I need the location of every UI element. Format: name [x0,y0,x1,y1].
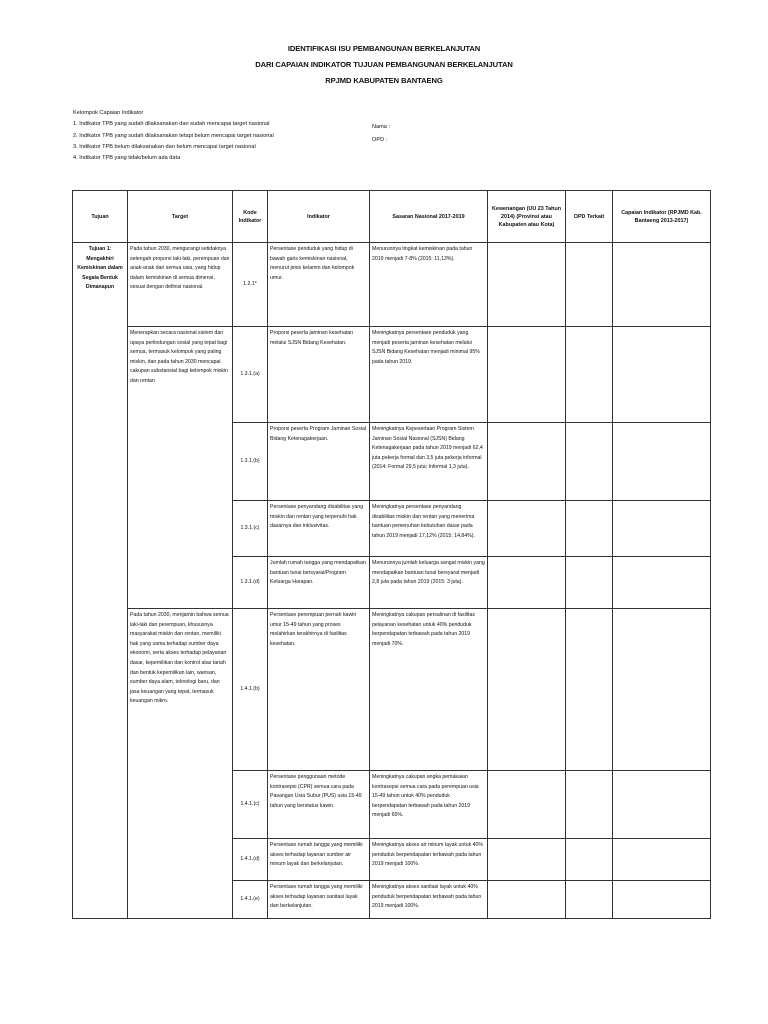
capaian-cell [613,609,711,771]
sasaran-cell: Meningkatnya akses air minum layak untuk 40% penduduk berpendapatan terbawah pada tahun 2019 menjadi 100%. [370,839,488,881]
kode-cell: 1.3.1.(c) [233,501,268,557]
indikator-cell: Persentase penyandang disabilitas yang miskin dan rentan yang terpenuhi hak dasarnya dan inklusivitas. [268,501,370,557]
kewenangan-cell [488,881,566,919]
kewenangan-cell [488,609,566,771]
kelompok-item: 1. Indikator TPB yang sudah dilaksanakan dan sudah mencapai target nasional [73,121,270,128]
sasaran-cell: Meningkatnya akses sanitasi layak untuk 40% penduduk berpendapatan terbawah pada tahun 2019 menjadi 100%. [370,881,488,919]
kewenangan-cell [488,839,566,881]
kode-cell: 1.3.1.(d) [233,557,268,609]
sasaran-cell: Menurunnya tingkat kemiskinan pada tahun 2019 menjadi 7-8% (2015: 11,13%). [370,243,488,327]
kewenangan-cell [488,771,566,839]
kode-cell: 1.4.1.(e) [233,881,268,919]
table-row [73,609,711,771]
indikator-cell: Persentase penduduk yang hidup di bawah garis kemiskinan nasional, menurut jenis kelamin dan kelompok umur. [268,243,370,327]
sasaran-cell: Meningkatnya cakupan angka pemakaian kontrasepsi semua cara pada perempuan usia 15-49 tahun untuk 40% penduduk berpendapatan terbawah pada tahun 2019 menjadi 65%. [370,771,488,839]
sasaran-cell: Meningkatnya persentase penduduk yang menjadi peserta jaminan kesehatan melalui SJSN Bidang Kesehatan menjadi minimal 95% pada tahun 2019. [370,327,488,423]
kewenangan-cell [488,327,566,423]
indikator-cell: Jumlah rumah tangga yang mendapatkan bantuan tunai bersyarat/Program Keluarga Harapan. [268,557,370,609]
indikator-cell: Proporsi peserta Program Jaminan Sosial Bidang Ketenagakerjaan. [268,423,370,501]
opd-cell [566,501,613,557]
capaian-cell [613,839,711,881]
doc-title-line-3: RPJMD KABUPATEN BANTAENG [325,76,443,85]
kewenangan-cell [488,423,566,501]
opd-cell [566,557,613,609]
opd-cell [566,771,613,839]
header-opd-terkait: OPD Terkait [566,191,613,243]
kewenangan-cell [488,557,566,609]
opd-cell [566,327,613,423]
kode-cell: 1.4.1.(d) [233,839,268,881]
opd-field-label: OPD : [372,137,388,143]
kewenangan-cell [488,501,566,557]
sasaran-cell: Meningkatnya cakupan persalinan di fasilitas pelayanan kesehatan untuk 40% penduduk berpendapatan terbawah pada tahun 2019 menjadi 70%. [370,609,488,771]
table-row [73,243,711,327]
doc-title-line-1: IDENTIFIKASI ISU PEMBANGUNAN BERKELANJUTAN [287,44,481,53]
kewenangan-cell [488,243,566,327]
kode-cell: 1.3.1.(b) [233,423,268,501]
table-row [73,327,711,423]
capaian-cell [613,881,711,919]
target-cell: Menerapkan secara nasional sistem dan upaya perlindungan sosial yang tepat bagi semua, termasuk kelompok yang paling miskin, dan pada tahun 2030 mencapai cakupan substansial bagi kelompok miskin dan rentan [128,327,233,609]
doc-title-line-2: DARI CAPAIAN INDIKATOR TUJUAN PEMBANGUNAN BERKELANJUTAN [255,60,513,69]
sasaran-cell: Meningkatnya persentase penyandang disabilitas miskin dan rentan yang menerima bantuan pemenuhan kebutuhan dasar pada tahun 2019 menjadi 17,12% (2015: 14,84%). [370,501,488,557]
nama-field-label: Nama : [372,124,391,130]
kode-cell: 1.3.1.(a) [233,327,268,423]
indikator-cell: Proporsi peserta jaminan kesehatan melalui SJSN Bidang Kesehatan. [268,327,370,423]
capaian-cell [613,243,711,327]
header-capaian-indikator: Capaian Indikator (RPJMD Kab. Bantaeng 2013-2017) [613,191,711,243]
table-header-row [73,191,711,243]
header-kewenangan: Kewenangan (UU 23 Tahun 2014) (Provinsi atau Kabupaten atau Kota) [488,191,566,243]
kelompok-item: 3. Indikator TPB belum dilaksanakan dan belum mencapai target nasional [73,143,256,150]
kelompok-item: 4. Indikator TPB yang tidak/belum ada data [73,155,181,162]
target-cell: Pada tahun 2030, mengurangi setidaknya setengah proporsi laki-laki, perempuan dan anak-anak dari semua usia, yang hidup dalam kemiskinan di semua dimensi, sesuai dengan definisi nasional. [128,243,233,327]
indikator-cell: Persentase rumah tangga yang memiliki akses terhadap layanan sanitasi layak dan berkelanjutan. [268,881,370,919]
header-sasaran-nasional: Sasaran Nasional 2017-2019 [370,191,488,243]
indikator-table [72,190,711,919]
opd-cell [566,423,613,501]
capaian-cell [613,327,711,423]
opd-cell [566,243,613,327]
header-kode-indikator: Kode Indikator [233,191,268,243]
target-cell: Pada tahun 2030, menjamin bahwa semua laki-laki dan perempuan, khususnya masyarakat miskin dan rentan, memiliki hak yang sama terhadap sumber daya ekonomi, serta akses terhadap pelayanan dasar, kepemilikan dan kontrol atas tanah dan bentuk kepemilikan lain, warisan, sumber daya alam, teknologi baru, dan jasa keuangan yang tepat, termasuk keuangan mikro. [128,609,233,919]
kode-cell: 1.2.1* [233,243,268,327]
capaian-cell [613,423,711,501]
capaian-cell [613,771,711,839]
capaian-cell [613,501,711,557]
indikator-cell: Persentase perempuan pernah kawin umur 15-49 tahun yang proses melahirkan terakhirnya di fasilitas kesehatan. [268,609,370,771]
opd-cell [566,839,613,881]
header-target: Target [128,191,233,243]
header-tujuan: Tujuan [73,191,128,243]
kelompok-item: 2. Indikator TPB yang sudah dilaksanakan tetapi belum mencapai target nasional [73,132,274,139]
sasaran-cell: Meningkatnya Kepesertaan Program Sistem Jaminan Sosial Nasional (SJSN) Bidang Ketenagakerjaan pada tahun 2019 menjadi 62,4 juta pekerja formal dan 3,5 juta pekerja informal (2014: Formal 29,5 juta; Informal 1,3 juta). [370,423,488,501]
kode-cell: 1.4.1.(b) [233,609,268,771]
capaian-cell [613,557,711,609]
kode-cell: 1.4.1.(c) [233,771,268,839]
opd-cell [566,609,613,771]
indikator-cell: Persentase penggunaan metode kontrasepsi (CPR) semua cara pada Pasangan Usia Subur (PUS) usia 15-49 tahun yang berstatus kawin. [268,771,370,839]
opd-cell [566,881,613,919]
tujuan-cell: Tujuan 1: Mengakhiri Kemiskinan dalam Segala Bentuk Dimanapun [73,243,128,919]
kelompok-heading: Kelompok Capaian Indikator [73,110,144,116]
header-indikator: Indikator [268,191,370,243]
indikator-cell: Persentase rumah tangga yang memiliki akses terhadap layanan sumber air minum layak dan berkelanjutan. [268,839,370,881]
sasaran-cell: Menurunnya jumlah keluarga sangat miskin yang mendapatkan bantuan tunai bersyarat menjadi 2,8 juta pada tahun 2019 (2015: 3 juta). [370,557,488,609]
kelompok-legend [73,108,274,164]
